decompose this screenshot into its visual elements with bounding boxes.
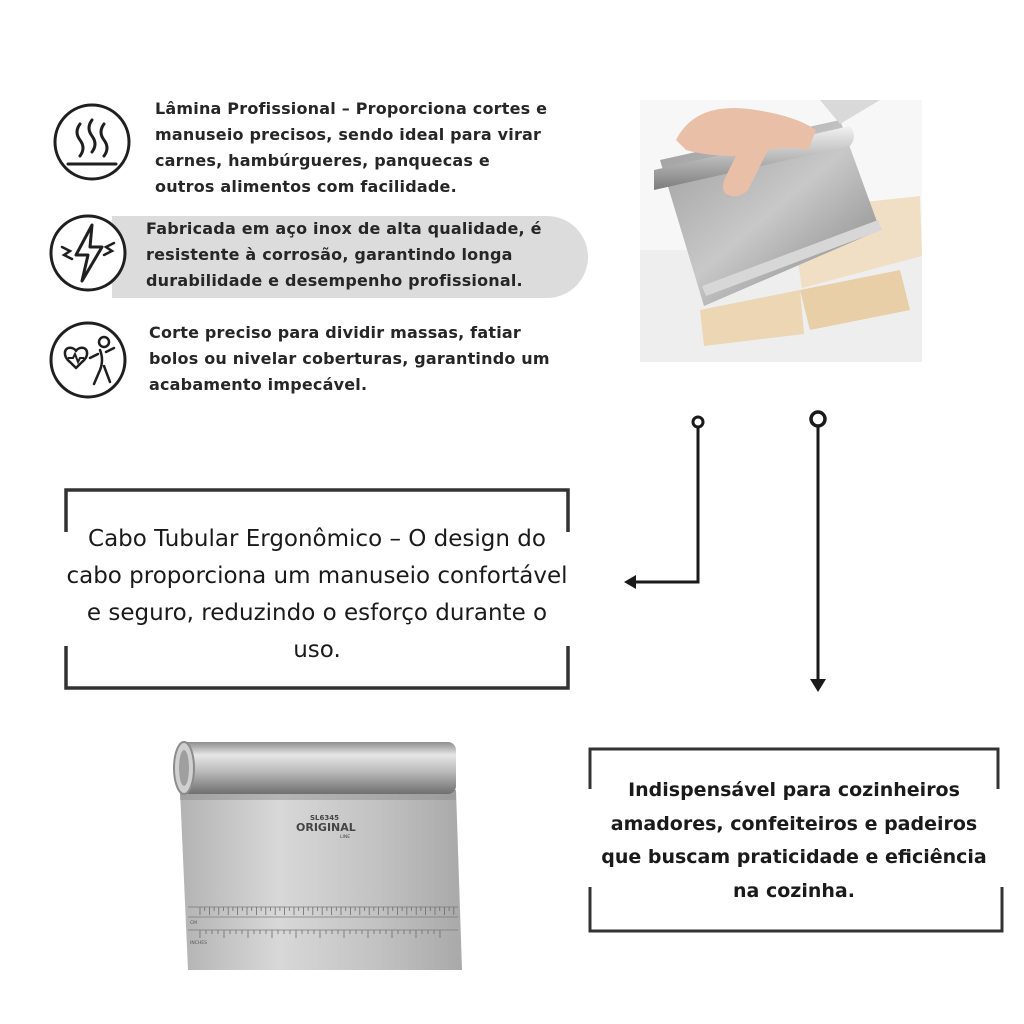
callout-handle-text: Cabo Tubular Ergonômico – O design do cabo proporciona um manuseio confortável e seguro, reduzindo o esforço durante o uso.	[66, 526, 568, 663]
ruler-unit-inches: INCHES	[190, 941, 207, 946]
lightning-bolt-icon	[48, 213, 128, 293]
connector-arrow-left	[620, 412, 710, 596]
feature-text-material: Fabricada em aço inox de alta qualidade, é resistente à corrosão, garantindo longa durabilidade e desempenho profissional.	[146, 219, 542, 290]
ruler-unit-cm: CM	[190, 921, 198, 926]
bench-scraper-photo	[170, 734, 466, 974]
connector-arrow-down	[800, 405, 840, 695]
heart-person-icon	[48, 320, 128, 400]
brand-logo: ORIGINAL	[296, 821, 356, 834]
model-code: SL6345	[310, 814, 339, 822]
brand-sub: LINE	[340, 835, 351, 840]
heat-waves-icon	[52, 102, 132, 182]
product-in-use-photo	[640, 100, 922, 362]
feature-text-precision: Corte preciso para dividir massas, fatiar bolos ou nivelar coberturas, garantindo um acabamento impecável.	[149, 323, 550, 394]
feature-text-blade: Lâmina Profissional – Proporciona cortes e manuseio precisos, sendo ideal para virar carnes, hambúrgueres, panquecas e outros alimentos com facilidade.	[155, 99, 548, 196]
callout-audience-text: Indispensável para cozinheiros amadores, confeiteiros e padeiros que buscam praticidade e eficiência na cozinha.	[601, 779, 987, 902]
